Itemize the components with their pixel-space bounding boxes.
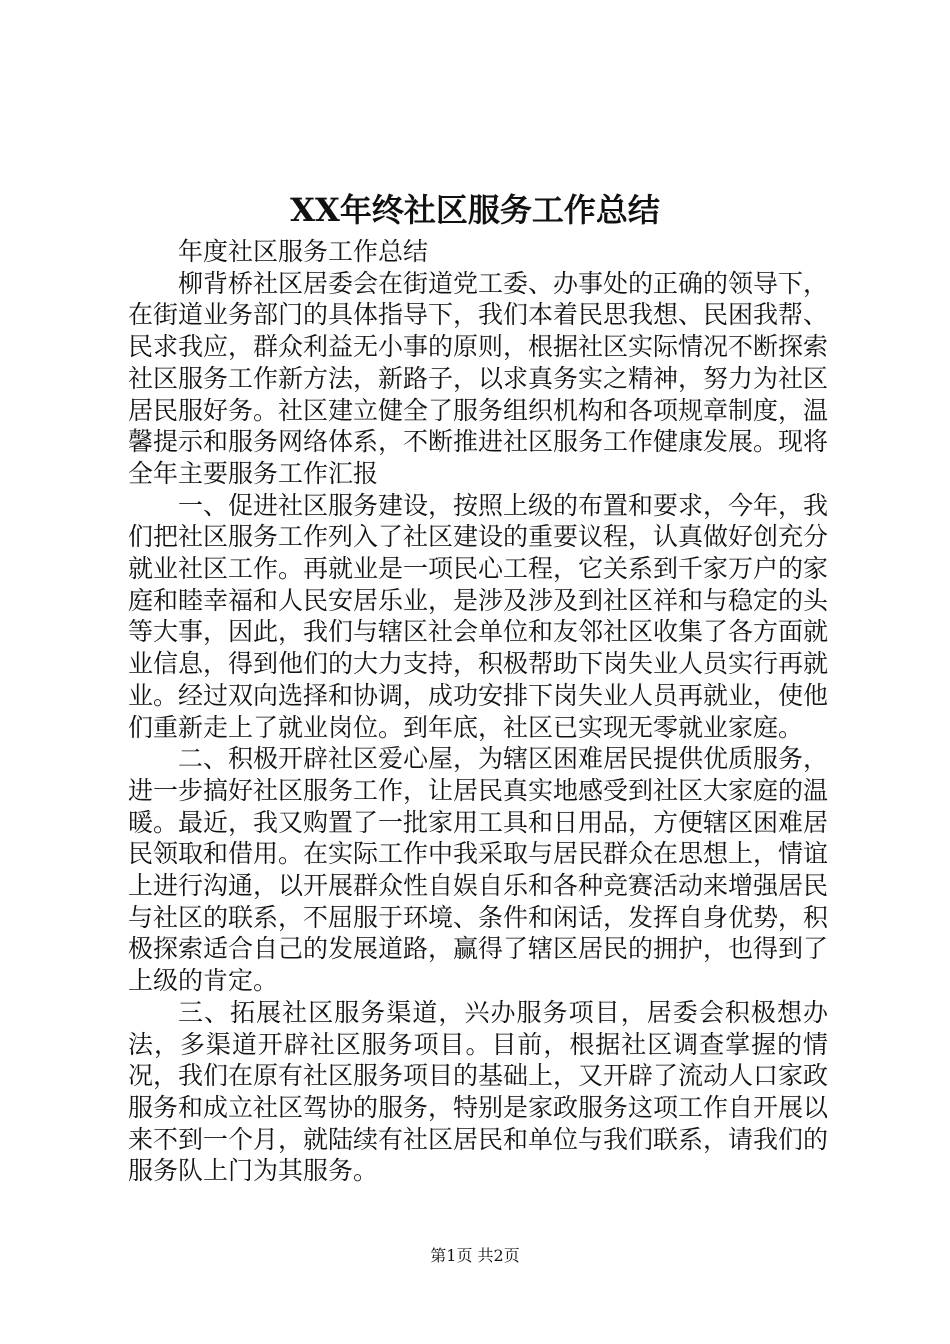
document-title: XX年终社区服务工作总结	[290, 191, 660, 229]
paragraph-section-3: 三、拓展社区服务渠道，兴办服务项目，居委会积极想办法，多渠道开辟社区服务项目。目前，根据社区调查掌握的情况，我们在原有社区服务项目的基础上，又开辟了流动人口家政服务和成立社区驾协的服务，特别是家政服务这项工作自开展以来不到一个月，就陆续有社区居民和单位与我们联系，请我们的服务队上门为其服务。	[128, 997, 829, 1186]
paragraph-intro: 柳背桥社区居委会在街道党工委、办事处的正确的领导下，在街道业务部门的具体指导下，我们本着民思我想、民困我帮、民求我应，群众利益无小事的原则，根据社区实际情况不断探索社区服务工作新方法，新路子，以求真务实之精神，努力为社区居民服好务。社区建立健全了服务组织机构和各项规章制度，温馨提示和服务网络体系，不断推进社区服务工作健康发展。现将全年主要服务工作汇报	[128, 268, 829, 488]
document-body	[128, 236, 828, 1187]
page-number-footer: 第1页 共2页	[430, 1246, 520, 1265]
paragraph-subtitle: 年度社区服务工作总结	[178, 237, 429, 266]
paragraph-section-2: 二、积极开辟社区爱心屋，为辖区困难居民提供优质服务，进一步搞好社区服务工作，让居民真实地感受到社区大家庭的温暖。最近，我又购置了一批家用工具和日用品，方便辖区困难居民领取和借用。在实际工作中我采取与居民群众在思想上，情谊上进行沟通，以开展群众性自娱自乐和各种竞赛活动来增强居民与社区的联系，不屈服于环境、条件和闲话，发挥自身优势，积极探索适合自己的发展道路，赢得了辖区居民的拥护，也得到了上级的肯定。	[128, 744, 829, 996]
paragraph-section-1: 一、促进社区服务建设，按照上级的布置和要求，今年，我们把社区服务工作列入了社区建设的重要议程，认真做好创充分就业社区工作。再就业是一项民心工程，它关系到千家万户的家庭和睦幸福和人民安居乐业，是涉及涉及到社区祥和与稳定的头等大事，因此，我们与辖区社会单位和友邻社区收集了各方面就业信息，得到他们的大力支持，积极帮助下岗失业人员实行再就业。经过双向选择和协调，成功安排下岗失业人员再就业，使他们重新走上了就业岗位。到年底，社区已实现无零就业家庭。	[128, 490, 829, 742]
